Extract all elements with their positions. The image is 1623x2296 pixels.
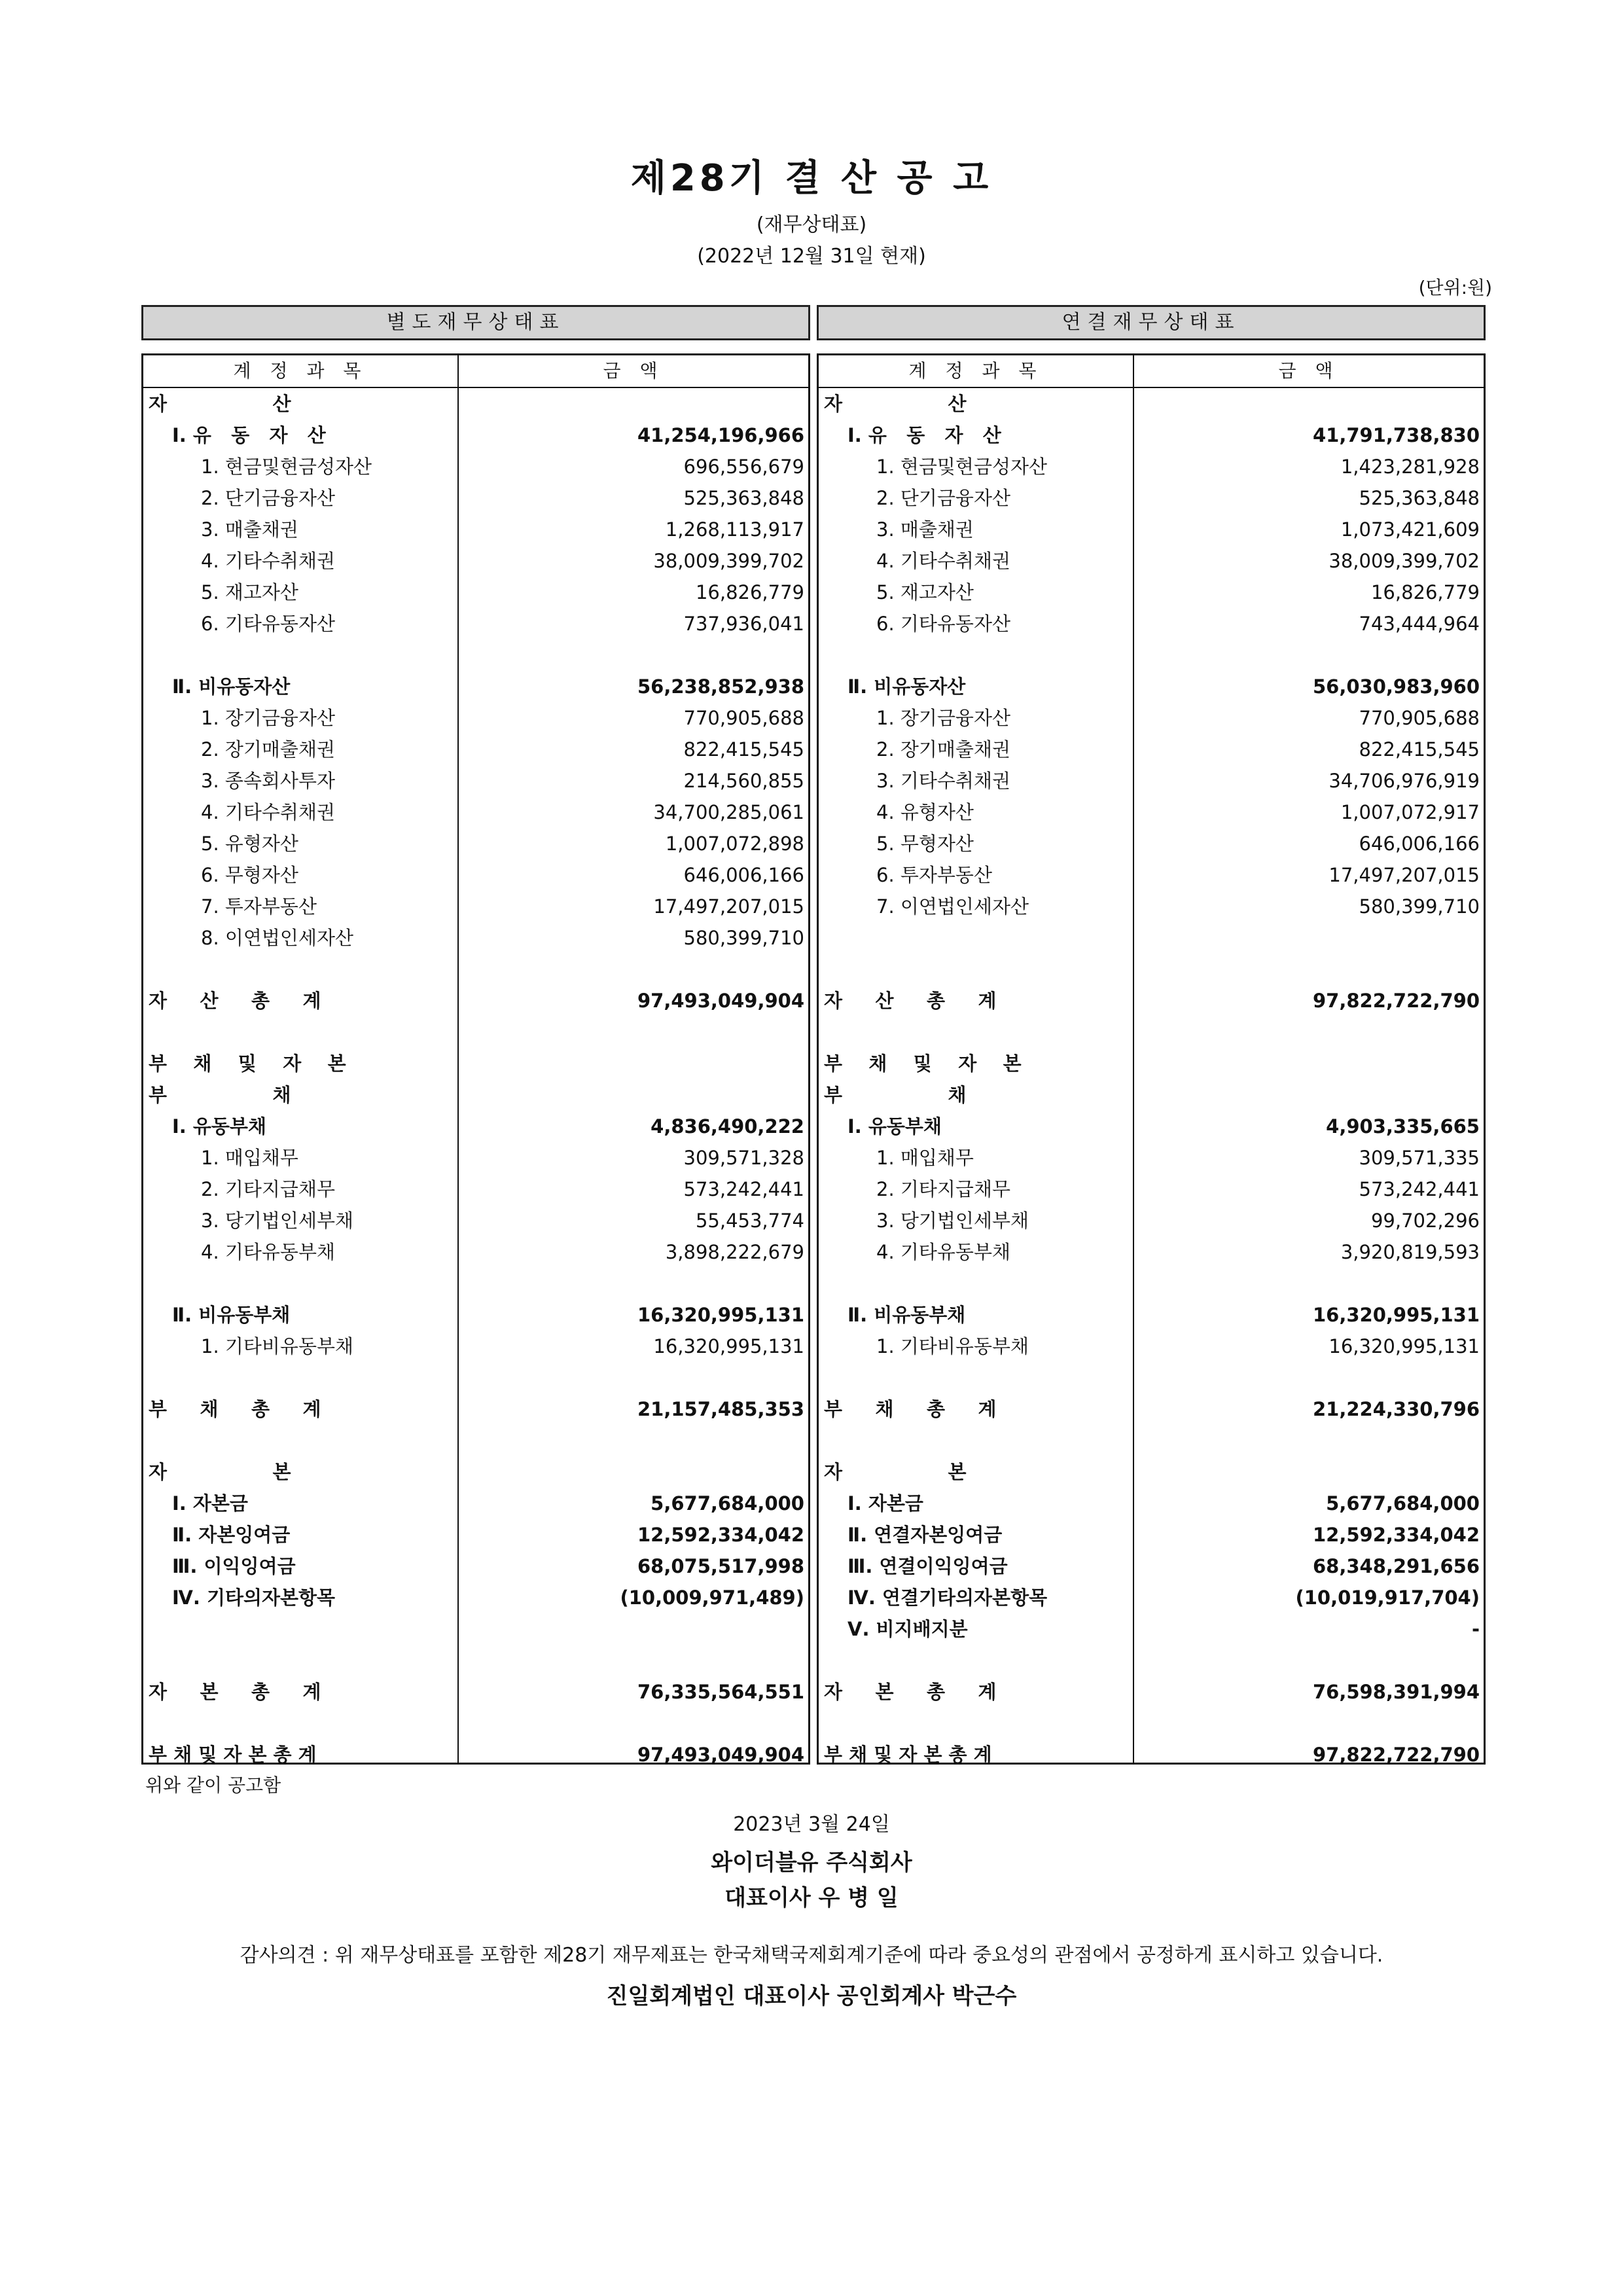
amount-value: 34,700,285,061 [653, 801, 804, 823]
table-row [819, 922, 1484, 954]
table-row [143, 1456, 808, 1488]
amount-value: 38,009,399,702 [653, 550, 804, 572]
table-row [819, 1739, 1484, 1770]
amount-value: 1,007,072,898 [665, 833, 804, 855]
amount-value: 5,677,684,000 [651, 1492, 804, 1515]
separate-statement-title: 별도재무상태표 [141, 305, 810, 340]
account-label: 2. 기타지급채무 [201, 1178, 335, 1200]
account-label: 3. 당기법인세부채 [201, 1210, 353, 1232]
account-label: 5. 무형자산 [876, 833, 974, 855]
table-row [819, 1456, 1484, 1488]
account-label: 5. 재고자산 [876, 581, 974, 603]
table-row [819, 545, 1484, 577]
table-row [143, 1739, 808, 1770]
account-label: Ⅰ. 자본금 [172, 1492, 248, 1515]
account-label: 1. 기타비유동부채 [201, 1335, 353, 1357]
account-label: 1. 장기금융자산 [876, 707, 1010, 729]
table-row [143, 828, 808, 859]
table-row [819, 702, 1484, 734]
table-row [819, 1519, 1484, 1551]
table-row [143, 765, 808, 797]
table-row [819, 1393, 1484, 1425]
account-label: 부 채 및 자 본 [149, 1052, 346, 1075]
table-row [143, 545, 808, 577]
account-label: 2. 장기매출채권 [201, 738, 335, 761]
account-label: 8. 이연법인세자산 [201, 927, 353, 949]
table-row [143, 1362, 808, 1393]
table-row [819, 859, 1484, 891]
account-label: Ⅲ. 연결이익잉여금 [847, 1555, 1008, 1577]
table-row [143, 514, 808, 545]
amount-value: 56,030,983,960 [1312, 675, 1480, 698]
table-row [143, 954, 808, 985]
account-label: 부 채 및 자 본 총 계 [149, 1744, 317, 1766]
amount-value: 97,493,049,904 [637, 1744, 804, 1766]
account-label: 5. 재고자산 [201, 581, 298, 603]
table-row [143, 1551, 808, 1582]
amount-value: 97,822,722,790 [1312, 990, 1480, 1012]
amount-value: 99,702,296 [1370, 1210, 1480, 1232]
table-row [143, 451, 808, 482]
account-label: Ⅲ. 이익잉여금 [172, 1555, 296, 1577]
table-row [143, 734, 808, 765]
account-label: 6. 투자부동산 [876, 864, 992, 886]
amount-value: 3,898,222,679 [665, 1241, 804, 1263]
table-row [143, 608, 808, 639]
table-row [143, 1613, 808, 1645]
table-row [819, 1551, 1484, 1582]
amount-value: 68,348,291,656 [1312, 1555, 1480, 1577]
table-row [819, 1645, 1484, 1676]
account-label: Ⅰ. 유 동 자 산 [172, 424, 326, 446]
table-row [819, 1142, 1484, 1174]
amount-value: 16,320,995,131 [1312, 1304, 1480, 1326]
amount-value: 525,363,848 [1359, 487, 1480, 509]
table-row [143, 1299, 808, 1331]
table-row [143, 1645, 808, 1676]
account-label: 6. 기타유동자산 [201, 613, 335, 635]
amount-value: 3,920,819,593 [1340, 1241, 1480, 1263]
amount-value: 55,453,774 [695, 1210, 804, 1232]
table-row [819, 451, 1484, 482]
account-label: 2. 단기금융자산 [201, 487, 335, 509]
amount-value: 17,497,207,015 [1329, 864, 1480, 886]
amount-value: 16,826,779 [695, 581, 804, 603]
account-label: 4. 기타수취채권 [876, 550, 1010, 572]
table-row [143, 1488, 808, 1519]
account-label: 2. 기타지급채무 [876, 1178, 1010, 1200]
table-row [143, 1425, 808, 1456]
account-label: 부 채 총 계 [824, 1398, 997, 1420]
amount-value: 76,335,564,551 [637, 1681, 804, 1703]
table-row [143, 1111, 808, 1142]
column-header-row [819, 355, 1484, 388]
table-row [143, 797, 808, 828]
page-subtitle: (재무상태표) [756, 213, 867, 236]
table-row [143, 1174, 808, 1205]
unit-label: (단위:원) [1418, 277, 1492, 298]
amount-value: 4,836,490,222 [651, 1115, 804, 1138]
announcement-note: 위와 같이 공고함 [145, 1774, 281, 1796]
amount-value: 1,007,072,917 [1340, 801, 1480, 823]
table-row [819, 639, 1484, 671]
account-label: Ⅱ. 비유동부채 [847, 1304, 966, 1326]
amount-value: 822,415,545 [1359, 738, 1480, 761]
account-label: 1. 현금및현금성자산 [876, 456, 1047, 478]
account-label: 5. 유형자산 [201, 833, 298, 855]
page-title: 제28기 결 산 공 고 [630, 157, 993, 200]
account-label: 1. 매입채무 [876, 1147, 974, 1169]
amount-value: 16,320,995,131 [653, 1335, 804, 1357]
table-row [819, 1268, 1484, 1299]
table-row [819, 1299, 1484, 1331]
amount-value: 696,556,679 [683, 456, 804, 478]
amount-value: 525,363,848 [683, 487, 804, 509]
table-row [143, 985, 808, 1016]
table-row [143, 1016, 808, 1048]
table-row [819, 765, 1484, 797]
amount-column-header: 금 액 [1278, 360, 1340, 382]
consolidated-rows [819, 388, 1484, 1770]
amount-value: 56,238,852,938 [637, 675, 804, 698]
table-row [819, 734, 1484, 765]
account-column-header: 계 정 과 목 [233, 360, 368, 382]
amount-value: 573,242,441 [1359, 1178, 1480, 1200]
account-label: 자 본 총 계 [824, 1681, 997, 1703]
table-row [143, 1331, 808, 1362]
table-row [819, 671, 1484, 702]
account-label: 자 본 총 계 [149, 1681, 321, 1703]
table-row [143, 1676, 808, 1708]
account-label: 1. 현금및현금성자산 [201, 456, 372, 478]
table-row [143, 639, 808, 671]
table-row [143, 1048, 808, 1079]
table-row [819, 514, 1484, 545]
separate-rows [143, 388, 808, 1770]
account-label: 부 채 및 자 본 총 계 [824, 1744, 992, 1766]
account-label: 자 본 [824, 1461, 967, 1483]
account-label: 1. 매입채무 [201, 1147, 298, 1169]
table-row [819, 1676, 1484, 1708]
table-row [143, 671, 808, 702]
table-row [819, 1048, 1484, 1079]
table-row [143, 891, 808, 922]
amount-value: 743,444,964 [1359, 613, 1480, 635]
amount-value: 34,706,976,919 [1329, 770, 1480, 792]
table-row [819, 954, 1484, 985]
account-label: Ⅰ. 자본금 [847, 1492, 923, 1515]
table-row [819, 1236, 1484, 1268]
account-label: 2. 단기금융자산 [876, 487, 1010, 509]
account-label: Ⅱ. 비유동자산 [847, 675, 966, 698]
table-row [143, 482, 808, 514]
account-label: 부 채 [824, 1084, 967, 1106]
account-label: 자 산 [149, 393, 291, 415]
amount-value: 309,571,335 [1359, 1147, 1480, 1169]
table-row [143, 1142, 808, 1174]
account-label: Ⅳ. 기타의자본항목 [172, 1587, 336, 1609]
amount-value: 21,224,330,796 [1312, 1398, 1480, 1420]
account-label: 자 본 [149, 1461, 291, 1483]
table-row [819, 577, 1484, 608]
table-row [143, 1582, 808, 1613]
column-header-row [143, 355, 808, 388]
amount-value: 12,592,334,042 [1312, 1524, 1480, 1546]
account-label: 4. 기타수취채권 [201, 550, 335, 572]
amount-value: 1,423,281,928 [1340, 456, 1480, 478]
account-label: Ⅱ. 자본잉여금 [172, 1524, 291, 1546]
amount-value: 1,268,113,917 [665, 518, 804, 541]
account-label: Ⅴ. 비지배지분 [847, 1618, 968, 1640]
amount-value: 41,254,196,966 [637, 424, 804, 446]
amount-value: 580,399,710 [1359, 895, 1480, 918]
account-label: Ⅱ. 비유동자산 [172, 675, 291, 698]
account-label: Ⅰ. 유 동 자 산 [847, 424, 1001, 446]
account-label: 4. 기타유동부채 [876, 1241, 1010, 1263]
amount-value: 214,560,855 [683, 770, 804, 792]
account-label: 3. 매출채권 [201, 518, 298, 541]
ceo-name: 대표이사 우 병 일 [724, 1885, 899, 1911]
table-row [143, 1236, 808, 1268]
amount-value: 646,006,166 [683, 864, 804, 886]
amount-value: 97,822,722,790 [1312, 1744, 1480, 1766]
account-label: 3. 기타수취채권 [876, 770, 1010, 792]
amount-value: (10,019,917,704) [1295, 1587, 1480, 1609]
amount-value: 646,006,166 [1359, 833, 1480, 855]
table-row [819, 828, 1484, 859]
table-row [819, 1425, 1484, 1456]
table-row [143, 859, 808, 891]
amount-value: 12,592,334,042 [637, 1524, 804, 1546]
amount-value: 309,571,328 [683, 1147, 804, 1169]
account-label: 7. 이연법인세자산 [876, 895, 1029, 918]
amount-value: 1,073,421,609 [1340, 518, 1480, 541]
amount-value: 770,905,688 [1359, 707, 1480, 729]
account-label: 자 산 총 계 [824, 990, 997, 1012]
amount-value: 4,903,335,665 [1326, 1115, 1480, 1138]
account-label: 6. 기타유동자산 [876, 613, 1010, 635]
amount-value: 737,936,041 [683, 613, 804, 635]
amount-value: 41,791,738,830 [1312, 424, 1480, 446]
table-row [819, 1016, 1484, 1048]
table-row [143, 1205, 808, 1236]
as-of-date: (2022년 12월 31일 현재) [697, 245, 926, 268]
table-row [819, 1174, 1484, 1205]
account-label: Ⅱ. 연결자본잉여금 [847, 1524, 1003, 1546]
company-name: 와이더블유 주식회사 [711, 1850, 912, 1876]
amount-value: 17,497,207,015 [653, 895, 804, 918]
amount-value: 97,493,049,904 [637, 990, 804, 1012]
account-label: 자 산 [824, 393, 967, 415]
account-label: 4. 기타유동부채 [201, 1241, 335, 1263]
table-row [819, 985, 1484, 1016]
announcement-date: 2023년 3월 24일 [733, 1813, 890, 1836]
amount-value: 822,415,545 [683, 738, 804, 761]
table-row [819, 797, 1484, 828]
amount-value: 21,157,485,353 [637, 1398, 804, 1420]
account-column-header: 계 정 과 목 [908, 360, 1043, 382]
amount-value: 573,242,441 [683, 1178, 804, 1200]
table-row [819, 1205, 1484, 1236]
account-label: 7. 투자부동산 [201, 895, 317, 918]
account-label: 1. 기타비유동부채 [876, 1335, 1029, 1357]
account-label: Ⅳ. 연결기타의자본항목 [847, 1587, 1048, 1609]
table-row [819, 1331, 1484, 1362]
table-row [143, 702, 808, 734]
amount-value: 16,826,779 [1370, 581, 1480, 603]
account-label: 부 채 및 자 본 [824, 1052, 1022, 1075]
account-label: 3. 종속회사투자 [201, 770, 335, 792]
amount-value: 16,320,995,131 [637, 1304, 804, 1326]
separate-balance-sheet [141, 353, 810, 1765]
account-label: Ⅰ. 유동부채 [172, 1115, 266, 1138]
amount-value: 580,399,710 [683, 927, 804, 949]
amount-value: 770,905,688 [683, 707, 804, 729]
amount-value: (10,009,971,489) [620, 1587, 804, 1609]
audit-opinion: 감사의견 : 위 재무상태표를 포함한 제28기 재무제표는 한국채택국제회계기준에 따라 중요성의 관점에서 공정하게 표시하고 있습니다. [240, 1944, 1383, 1967]
account-label: 부 채 총 계 [149, 1398, 321, 1420]
table-row [819, 891, 1484, 922]
consolidated-statement-title: 연결재무상태표 [817, 305, 1486, 340]
amount-value: 38,009,399,702 [1329, 550, 1480, 572]
table-row [819, 420, 1484, 451]
table-row [143, 388, 808, 420]
amount-value: 76,598,391,994 [1312, 1681, 1480, 1703]
table-row [819, 388, 1484, 420]
amount-column-header: 금 액 [603, 360, 664, 382]
account-label: 4. 기타수취채권 [201, 801, 335, 823]
table-row [143, 1268, 808, 1299]
account-label: 6. 무형자산 [201, 864, 298, 886]
account-label: Ⅱ. 비유동부채 [172, 1304, 291, 1326]
table-row [819, 1708, 1484, 1739]
table-row [143, 577, 808, 608]
amount-value: - [1471, 1618, 1480, 1640]
table-row [143, 922, 808, 954]
amount-value: 68,075,517,998 [637, 1555, 804, 1577]
table-row [819, 1613, 1484, 1645]
table-row [143, 1079, 808, 1111]
account-label: Ⅰ. 유동부채 [847, 1115, 942, 1138]
table-row [819, 1582, 1484, 1613]
table-row [819, 608, 1484, 639]
consolidated-balance-sheet [817, 353, 1486, 1765]
table-row [143, 420, 808, 451]
account-label: 3. 매출채권 [876, 518, 974, 541]
account-label: 2. 장기매출채권 [876, 738, 1010, 761]
account-label: 자 산 총 계 [149, 990, 321, 1012]
table-row [819, 1111, 1484, 1142]
table-row [819, 1362, 1484, 1393]
account-label: 1. 장기금융자산 [201, 707, 335, 729]
table-row [819, 482, 1484, 514]
account-label: 3. 당기법인세부채 [876, 1210, 1029, 1232]
table-row [143, 1519, 808, 1551]
account-label: 4. 유형자산 [876, 801, 974, 823]
account-label: 부 채 [149, 1084, 291, 1106]
table-row [143, 1708, 808, 1739]
auditor-name: 진일회계법인 대표이사 공인회계사 박근수 [606, 1983, 1017, 2009]
table-row [819, 1488, 1484, 1519]
amount-value: 16,320,995,131 [1329, 1335, 1480, 1357]
table-row [143, 1393, 808, 1425]
table-row [819, 1079, 1484, 1111]
amount-value: 5,677,684,000 [1326, 1492, 1480, 1515]
